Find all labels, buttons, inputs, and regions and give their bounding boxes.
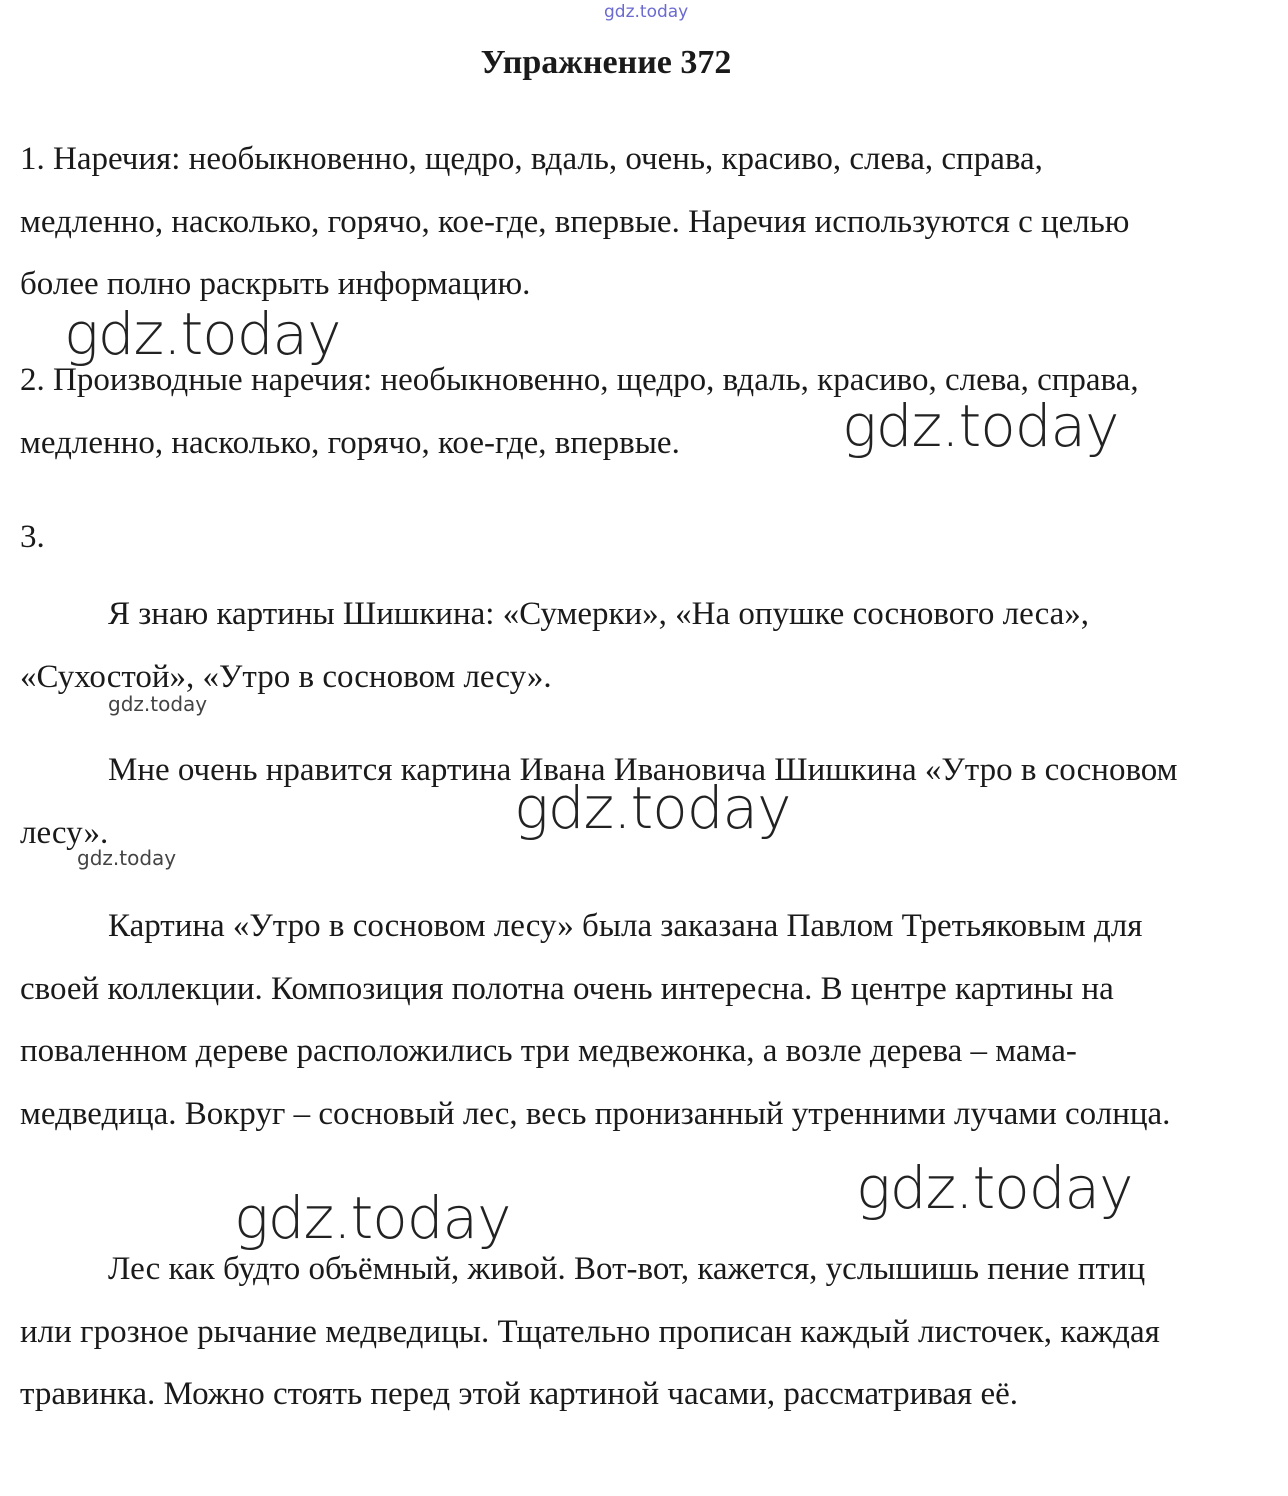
watermark: gdz.today	[842, 392, 1119, 460]
watermark: gdz.today	[108, 692, 208, 716]
paragraph-3: Картина «Утро в сосновом лесу» была заказана Павлом Третьяковым для своей коллекции. Композиция полотна очень интересна. В центре картины на поваленном дереве расположились три медвежонка, а возле дерева – мама-медведица. Вокруг – сосновый лес, весь пронизанный утренними лучами солнца.	[20, 908, 1171, 1132]
paragraph-1: Я знаю картины Шишкина: «Сумерки», «На опушке соснового леса», «Сухостой», «Утро в сосновом лесу».	[20, 596, 1090, 695]
paragraph-2: Мне очень нравится картина Ивана Ивановича Шишкина «Утро в сосновом лесу».	[20, 752, 1178, 851]
page-title: Упражнение 372	[480, 44, 732, 81]
watermark: gdz.today	[77, 846, 177, 870]
watermark: gdz.today	[514, 774, 791, 842]
paragraph-4: Лес как будто объёмный, живой. Вот-вот, кажется, услышишь пение птиц или грозное рычание медведицы. Тщательно прописан каждый листочек, каждая травинка. Можно стоять перед этой картиной часами, рассматривая её.	[20, 1251, 1160, 1412]
watermark: gdz.today	[234, 1184, 511, 1252]
section-3-label: 3.	[20, 519, 45, 555]
watermark: gdz.today	[64, 300, 341, 368]
section-2: 2. Производные наречия: необыкновенно, щедро, вдаль, красиво, слева, справа, медленно, насколько, горячо, кое-где, впервые.	[20, 362, 1139, 461]
watermark: gdz.today	[856, 1154, 1133, 1222]
section-1: 1. Наречия: необыкновенно, щедро, вдаль, очень, красиво, слева, справа, медленно, насколько, горячо, кое-где, впервые. Наречия используются с целью более полно раскрыть информацию.	[20, 141, 1130, 302]
watermark-top: gdz.today	[604, 2, 689, 22]
